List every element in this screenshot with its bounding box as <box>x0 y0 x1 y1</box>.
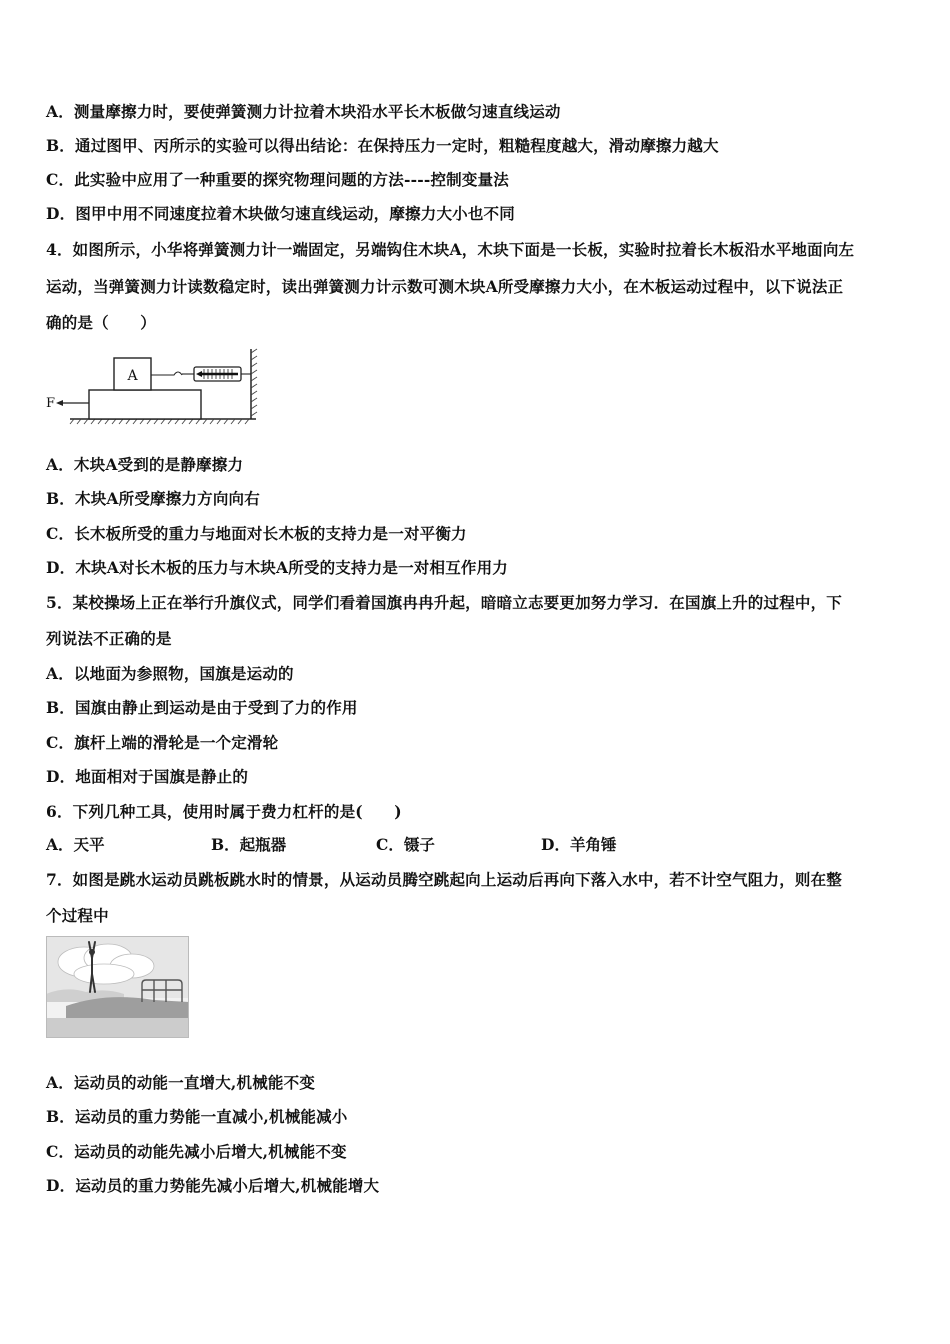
long-board <box>89 390 201 419</box>
hook <box>151 372 182 375</box>
q3-option-c: C．此实验中应用了一种重要的探究物理问题的方法----控制变量法 <box>46 170 509 189</box>
q4-stem-line2: 运动，当弹簧测力计读数稳定时，读出弹簧测力计示数可测木块A所受摩擦力大小，在木板运动过程中，以下说法正 <box>46 277 844 296</box>
q7-option-a: A．运动员的动能一直增大,机械能不变 <box>46 1073 316 1092</box>
q5-option-c: C．旗杆上端的滑轮是一个定滑轮 <box>46 733 279 752</box>
q7-option-c: C．运动员的动能先减小后增大,机械能不变 <box>46 1142 347 1161</box>
q4-option-d: D．木块A对长木板的压力与木块A所受的支持力是一对相互作用力 <box>46 558 508 577</box>
q5-option-b: B．国旗由静止到运动是由于受到了力的作用 <box>46 698 358 717</box>
q7-stem-line1: 7．如图是跳水运动员跳板跳水时的情景，从运动员腾空跳起向上运动后再向下落入水中，若不计空气阻力，则在整 <box>46 870 842 889</box>
q7-option-b: B．运动员的重力势能一直减小,机械能减小 <box>46 1107 348 1126</box>
q3-option-a: A．测量摩擦力时，要使弹簧测力计拉着木块沿水平长木板做匀速直线运动 <box>46 102 561 121</box>
q4-option-a: A．木块A受到的是静摩擦力 <box>46 455 244 474</box>
q6-option-d: D．羊角锤 <box>541 835 617 854</box>
q4-stem-line1: 4．如图所示，小华将弹簧测力计一端固定，另端钩住木块A，木块下面是一长板，实验时拉着长木板沿水平地面向左 <box>46 240 855 259</box>
q7-stem-line2: 个过程中 <box>46 906 109 925</box>
force-label: F <box>46 396 56 411</box>
q6-option-c: C．镊子 <box>376 835 435 854</box>
q6-option-b: B．起瓶器 <box>211 835 287 854</box>
q4-stem-line3: 确的是（ ） <box>46 313 156 332</box>
q5-option-d: D．地面相对于国旗是静止的 <box>46 767 249 786</box>
q5-option-a: A．以地面为参照物，国旗是运动的 <box>46 664 294 683</box>
q3-option-d: D．图甲中用不同速度拉着木块做匀速直线运动，摩擦力大小也不同 <box>46 204 515 223</box>
q4-friction-figure <box>44 345 264 427</box>
q4-option-b: B．木块A所受摩擦力方向向右 <box>46 489 260 508</box>
q6-stem: 6．下列几种工具，使用时属于费力杠杆的是( ) <box>46 802 402 821</box>
block-a-label: A <box>127 368 138 384</box>
q7-diving-image <box>46 936 189 1038</box>
q4-option-c: C．长木板所受的重力与地面对长木板的支持力是一对平衡力 <box>46 524 467 543</box>
q3-option-b: B．通过图甲、丙所示的实验可以得出结论：在保持压力一定时，粗糙程度越大，滑动摩擦力越大 <box>46 136 719 155</box>
force-arrowhead-icon <box>56 400 63 406</box>
q6-options-row <box>46 835 666 855</box>
q5-stem-line1: 5．某校操场上正在举行升旗仪式，同学们看着国旗冉冉升起，暗暗立志要更加努力学习．在国旗上升的过程中，下 <box>46 593 842 612</box>
wall-hatching <box>251 349 257 416</box>
q7-option-d: D．运动员的重力势能先减小后增大,机械能增大 <box>46 1176 380 1195</box>
q6-option-a: A．天平 <box>46 835 105 854</box>
q5-stem-line2: 列说法不正确的是 <box>46 629 172 648</box>
